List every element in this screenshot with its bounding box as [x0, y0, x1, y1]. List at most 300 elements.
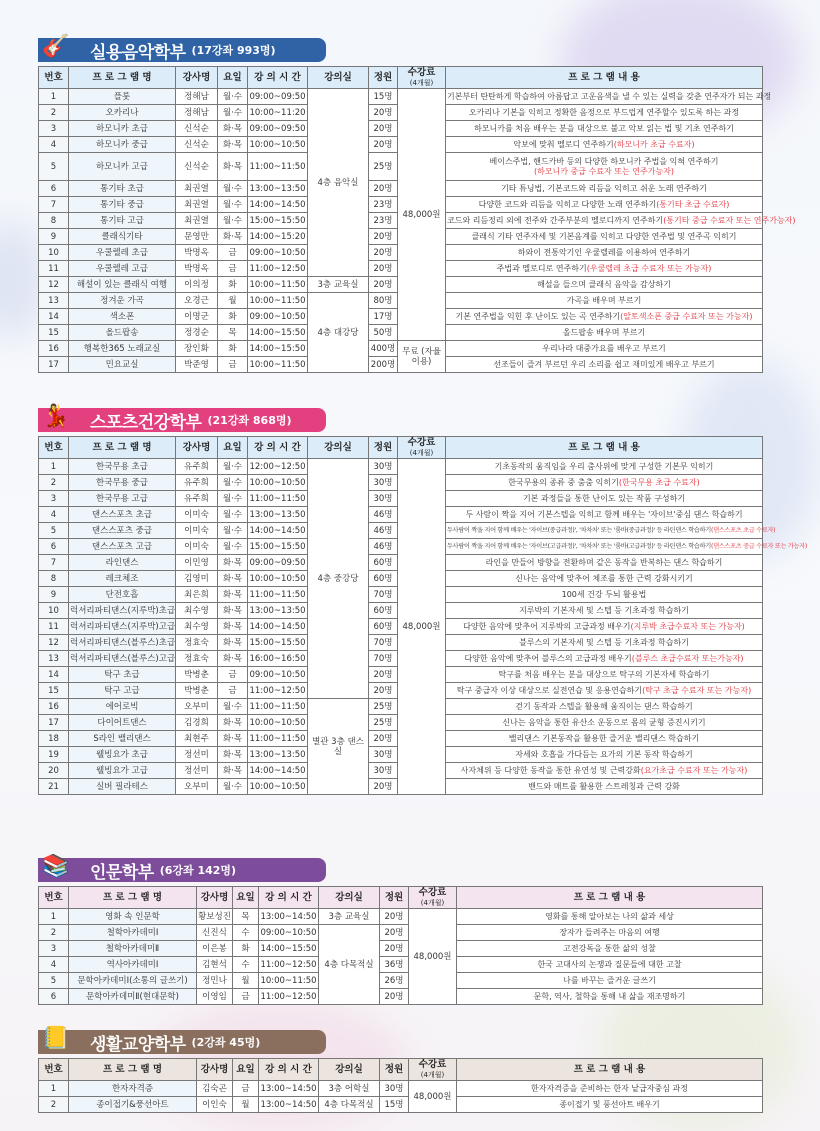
row-number: 14	[39, 309, 69, 325]
time: 13:00~13:50	[248, 747, 308, 763]
row-number: 6	[39, 989, 69, 1005]
table-row	[39, 989, 763, 1005]
column-header: 강의실	[319, 1059, 380, 1081]
column-header: 강의실	[319, 887, 380, 909]
column-header: 프 로 그 램 내 용	[446, 67, 763, 89]
row-number: 3	[39, 491, 69, 507]
column-header: 강사명	[176, 67, 218, 89]
table-header	[39, 437, 763, 459]
program-name: 댄스스포츠 초급	[69, 507, 176, 523]
program-description: 지루박의 기본자세 및 스텝 등 기초과정 학습하기	[446, 603, 763, 619]
program-description: 탁구를 처음 배우는 분을 대상으로 탁구의 기본자세 학습하기	[446, 667, 763, 683]
program-description: 기타 튜닝법, 기본코드와 리듬을 익히고 쉬운 노래 연주하기	[446, 181, 763, 197]
column-header: 프 로 그 램 명	[69, 67, 176, 89]
column-header: 정원	[380, 1059, 409, 1081]
teacher: 박병춘	[176, 667, 218, 683]
teacher: 유주희	[176, 475, 218, 491]
program-description: 다양한 음악에 맞추어 지루박의 고급과정 배우기(지루박 초급수료자 또는 가능자)	[446, 619, 763, 635]
capacity: 20명	[369, 105, 398, 121]
program-name: 철학아카데미Ⅱ	[69, 941, 197, 957]
teacher: 오부미	[176, 779, 218, 795]
program-description: 영화를 통해 알아보는 나의 삶과 세상	[457, 909, 763, 925]
table-row	[39, 1097, 763, 1113]
program-name: 댄스스포츠 고급	[69, 539, 176, 555]
day: 월·수	[218, 197, 248, 213]
capacity: 15명	[369, 89, 398, 105]
time: 13:00~14:50	[259, 1097, 319, 1113]
program-description: 기본 과정들을 통한 난이도 있는 작품 구성하기	[446, 491, 763, 507]
section-subtitle: (21강좌 868명)	[207, 414, 292, 427]
prerequisite-note: (탁구 초급 수료자 또는 가능자)	[642, 685, 752, 695]
program-name: 정겨운 가곡	[69, 293, 176, 309]
section-title: 인문학부	[90, 862, 154, 883]
column-header: 정원	[380, 887, 409, 909]
program-name: 문학아카데미Ⅰ(소통의 글쓰기)	[69, 973, 197, 989]
row-number: 6	[39, 181, 69, 197]
day: 화	[233, 941, 259, 957]
time: 12:00~12:50	[248, 459, 308, 475]
table-row	[39, 973, 763, 989]
capacity: 46명	[369, 539, 398, 555]
capacity: 30명	[369, 459, 398, 475]
time: 13:00~13:50	[248, 603, 308, 619]
column-header: 번호	[39, 67, 69, 89]
capacity: 20명	[369, 683, 398, 699]
teacher: 최권열	[176, 181, 218, 197]
program-name: 웰빙요가 고급	[69, 763, 176, 779]
column-header-fee: 수강료 (4개월)	[398, 67, 446, 89]
time: 10:00~10:50	[248, 715, 308, 731]
teacher: 박준영	[176, 357, 218, 373]
day: 월·수	[218, 539, 248, 555]
time: 09:00~10:50	[248, 245, 308, 261]
program-name: 다이어트댄스	[69, 715, 176, 731]
column-header: 번호	[39, 437, 69, 459]
time: 11:00~11:50	[248, 153, 308, 181]
time: 09:00~10:50	[259, 925, 319, 941]
program-description: 한국 고대사의 논쟁과 질문들에 대한 고찰	[457, 957, 763, 973]
program-description: 코드와 리듬정리 외에 전주와 간주부분의 멜로디까지 연주하기(통기타 중급 수료자 또는 연주가능자)	[446, 213, 763, 229]
program-name: 하모니카 초급	[69, 121, 176, 137]
day: 월·수	[218, 779, 248, 795]
course-table	[38, 1058, 763, 1113]
capacity: 23명	[369, 197, 398, 213]
time: 16:00~16:50	[248, 651, 308, 667]
section-subtitle: (2강좌 45명)	[191, 1036, 261, 1049]
teacher: 유주희	[176, 491, 218, 507]
teacher: 최수영	[176, 619, 218, 635]
time: 10:00~10:50	[248, 475, 308, 491]
row-number: 1	[39, 459, 69, 475]
row-number: 7	[39, 555, 69, 571]
program-name: 통기타 고급	[69, 213, 176, 229]
program-description: 주법과 멜로디로 연주하기(우쿨렐레 초급 수료자 또는 가능자)	[446, 261, 763, 277]
day: 월·수	[218, 105, 248, 121]
program-name: 한국무용 고급	[69, 491, 176, 507]
program-description: 종이접기 및 풍선아트 배우기	[457, 1097, 763, 1113]
prerequisite-note: (블루스 초급수료자 또는가능자)	[631, 653, 744, 663]
row-number: 2	[39, 1097, 69, 1113]
capacity: 46명	[369, 507, 398, 523]
time: 09:00~10:50	[248, 667, 308, 683]
day: 화·목	[218, 587, 248, 603]
prerequisite-note: (통기타 초급 수료자)	[656, 199, 730, 209]
row-number: 9	[39, 587, 69, 603]
capacity: 70명	[369, 651, 398, 667]
program-description: 올드팝송 배우며 부르기	[446, 325, 763, 341]
column-header: 프 로 그 램 명	[69, 437, 176, 459]
section-humanities	[38, 853, 762, 1005]
classroom: 4층 대강당	[308, 293, 369, 373]
row-number: 3	[39, 121, 69, 137]
capacity: 46명	[369, 523, 398, 539]
day: 화·목	[218, 137, 248, 153]
program-name: 역사아카데미Ⅰ	[69, 957, 197, 973]
day: 화	[218, 341, 248, 357]
day: 화·목	[218, 747, 248, 763]
program-name: 통기타 초급	[69, 181, 176, 197]
column-header: 프 로 그 램 내 용	[457, 887, 763, 909]
column-header: 요일	[233, 1059, 259, 1081]
column-header-fee: 수강료 (4개월)	[409, 1059, 457, 1081]
program-name: 단전호흡	[69, 587, 176, 603]
table-header	[39, 67, 763, 89]
row-number: 2	[39, 925, 69, 941]
program-description: 라인을 만들어 방향을 전환하며 같은 동작을 반복하는 댄스 학습하기	[446, 555, 763, 571]
capacity: 23명	[369, 213, 398, 229]
teacher: 최권열	[176, 197, 218, 213]
program-name: 통기타 중급	[69, 197, 176, 213]
program-description: 해설을 들으며 클래식 음악을 감상하기	[446, 277, 763, 293]
program-name: 레크체조	[69, 571, 176, 587]
day: 목	[218, 325, 248, 341]
program-description: 하모니카를 처음 배우는 분을 대상으로 불고 악보 읽는 법 및 기초 연주하기	[446, 121, 763, 137]
program-description: 다양한 코드와 리듬을 익히고 다양한 노래 연주하기(통기타 초급 수료자)	[446, 197, 763, 213]
prerequisite-note: (통기타 중급 수료자 또는 연주가능자)	[663, 215, 796, 225]
capacity: 30명	[369, 763, 398, 779]
classroom: 4층 다목적실	[319, 1097, 380, 1113]
capacity: 20명	[369, 245, 398, 261]
program-name: 에어로빅	[69, 699, 176, 715]
day: 금	[218, 357, 248, 373]
time: 14:00~15:50	[248, 325, 308, 341]
row-number: 10	[39, 245, 69, 261]
program-description: 가곡을 배우며 부르기	[446, 293, 763, 309]
classroom: 4층 중강당	[308, 459, 369, 699]
program-description: 100세 건강 두뇌 활용법	[446, 587, 763, 603]
program-name: 럭셔리파티댄스(지루박)고급	[69, 619, 176, 635]
teacher: 김현석	[197, 957, 233, 973]
row-number: 12	[39, 277, 69, 293]
program-name: 한국무용 중급	[69, 475, 176, 491]
capacity: 26명	[380, 973, 409, 989]
program-description: 걷기 동작과 스텝을 활용해 움직이는 댄스 학습하기	[446, 699, 763, 715]
fee: 48,000원	[398, 459, 446, 795]
teacher: 유주희	[176, 459, 218, 475]
time: 13:00~14:50	[259, 909, 319, 925]
day: 월·수	[218, 89, 248, 105]
column-header: 강사명	[197, 887, 233, 909]
day: 월·수	[218, 699, 248, 715]
day: 화·목	[218, 635, 248, 651]
fee: 48,000원	[409, 1081, 457, 1113]
day: 화	[218, 277, 248, 293]
column-header: 프 로 그 램 명	[69, 887, 197, 909]
program-name: 탁구 초급	[69, 667, 176, 683]
day: 화·목	[218, 651, 248, 667]
teacher: 신석순	[176, 121, 218, 137]
day: 금	[233, 1081, 259, 1097]
row-number: 9	[39, 229, 69, 245]
capacity: 60명	[369, 603, 398, 619]
capacity: 70명	[369, 587, 398, 603]
teacher: 이인숙	[197, 1097, 233, 1113]
row-number: 16	[39, 699, 69, 715]
prerequisite-note: (하모니카 중급 수료자 또는 연주가능자)	[533, 166, 675, 176]
table-header	[39, 887, 763, 909]
day: 화·목	[218, 571, 248, 587]
capacity: 60명	[369, 619, 398, 635]
table-row	[39, 941, 763, 957]
day: 수	[233, 957, 259, 973]
day: 월·수	[218, 475, 248, 491]
time: 11:00~12:50	[248, 683, 308, 699]
section-culture	[38, 1025, 762, 1113]
capacity: 70명	[369, 635, 398, 651]
day: 화·목	[218, 619, 248, 635]
section-title: 스포츠건강학부	[90, 412, 202, 433]
program-name: 색소폰	[69, 309, 176, 325]
section-sports	[38, 403, 808, 795]
capacity: 36명	[380, 957, 409, 973]
program-name: 하모니카 고급	[69, 153, 176, 181]
row-number: 19	[39, 747, 69, 763]
program-name: 우쿨렐레 고급	[69, 261, 176, 277]
capacity: 20명	[369, 277, 398, 293]
time: 09:00~10:50	[248, 309, 308, 325]
teacher: 이미숙	[176, 523, 218, 539]
classroom: 3층 교육실	[308, 277, 369, 293]
program-name: 민요교실	[69, 357, 176, 373]
capacity: 25명	[369, 153, 398, 181]
teacher: 이명군	[176, 309, 218, 325]
row-number: 7	[39, 197, 69, 213]
column-header: 번호	[39, 887, 69, 909]
row-number: 1	[39, 1081, 69, 1097]
teacher: 오부미	[176, 699, 218, 715]
day: 월	[233, 973, 259, 989]
column-header: 요일	[218, 67, 248, 89]
classroom: 3층 어학실	[319, 1081, 380, 1097]
teacher: 이민영	[176, 555, 218, 571]
day: 화	[218, 309, 248, 325]
row-number: 10	[39, 603, 69, 619]
capacity: 20명	[380, 941, 409, 957]
program-description: 한자자격증을 준비하는 한자 낱급자중심 과정	[457, 1081, 763, 1097]
row-number: 6	[39, 539, 69, 555]
table-row	[39, 957, 763, 973]
section-subtitle: (6강좌 142명)	[159, 864, 237, 877]
section-music	[38, 33, 796, 373]
teacher: 정해남	[176, 89, 218, 105]
program-name: 플룻	[69, 89, 176, 105]
time: 14:00~14:50	[248, 197, 308, 213]
time: 15:00~15:50	[248, 539, 308, 555]
row-number: 5	[39, 523, 69, 539]
program-name: S라인 밸리댄스	[69, 731, 176, 747]
dancer-icon: 💃	[42, 403, 70, 429]
time: 13:00~13:50	[248, 181, 308, 197]
column-header: 정원	[369, 67, 398, 89]
teacher: 최수영	[176, 603, 218, 619]
column-header: 강 의 시 간	[248, 437, 308, 459]
column-header: 요일	[233, 887, 259, 909]
capacity: 200명	[369, 357, 398, 373]
program-description: 우리나라 대중가요를 배우고 부르기	[446, 341, 763, 357]
teacher: 김영미	[176, 571, 218, 587]
time: 10:00~10:50	[248, 571, 308, 587]
section-banner	[38, 1025, 326, 1055]
column-header: 정원	[369, 437, 398, 459]
row-number: 12	[39, 635, 69, 651]
classroom: 4층 다목적실	[319, 925, 380, 1005]
prerequisite-note: (알토색소폰 중급 수료자 또는 가능자)	[620, 311, 753, 321]
program-description: 오카리나 기본을 익히고 정확한 음정으로 부드럽게 연주할수 있도록 하는 과정	[446, 105, 763, 121]
day: 월·수	[218, 213, 248, 229]
row-number: 2	[39, 475, 69, 491]
program-name: 탁구 고급	[69, 683, 176, 699]
teacher: 박명옥	[176, 261, 218, 277]
program-name: 한국무용 초급	[69, 459, 176, 475]
time: 13:00~14:50	[259, 1081, 319, 1097]
row-number: 20	[39, 763, 69, 779]
program-name: 웰빙요가 초급	[69, 747, 176, 763]
time: 14:00~14:50	[248, 763, 308, 779]
row-number: 8	[39, 571, 69, 587]
time: 09:00~09:50	[248, 121, 308, 137]
time: 11:00~12:50	[259, 989, 319, 1005]
table-row	[39, 89, 763, 105]
program-name: 행복한365 노래교실	[69, 341, 176, 357]
program-name: 한자자격증	[69, 1081, 197, 1097]
day: 월·수	[218, 491, 248, 507]
teacher: 정해남	[176, 105, 218, 121]
program-description: 베이스주법, 핸드카바 등의 다양한 하모니카 주법을 익혀 연주하기 (하모니카 중급 수료자 또는 연주가능자)	[446, 153, 763, 181]
row-number: 5	[39, 973, 69, 989]
program-name: 럭셔리파티댄스(지루박)초급	[69, 603, 176, 619]
time: 15:00~15:50	[248, 635, 308, 651]
capacity: 20명	[369, 181, 398, 197]
time: 11:00~12:50	[248, 261, 308, 277]
row-number: 3	[39, 941, 69, 957]
fee: 48,000원	[409, 909, 457, 1005]
capacity: 50명	[369, 325, 398, 341]
prerequisite-note: (댄스스포츠 초급 수료자)	[710, 526, 776, 534]
program-name: 럭셔리파티댄스(블루스)고급	[69, 651, 176, 667]
time: 11:00~11:50	[248, 699, 308, 715]
teacher: 정선미	[176, 763, 218, 779]
row-number: 11	[39, 261, 69, 277]
program-name: 럭셔리파티댄스(블루스)초급	[69, 635, 176, 651]
teacher: 최은희	[176, 587, 218, 603]
teacher: 신진식	[197, 925, 233, 941]
row-number: 5	[39, 153, 69, 181]
row-number: 14	[39, 667, 69, 683]
row-number: 21	[39, 779, 69, 795]
row-number: 16	[39, 341, 69, 357]
time: 09:00~09:50	[248, 89, 308, 105]
program-description: 하와이 전통악기인 우쿨렐레를 이용하여 연주하기	[446, 245, 763, 261]
time: 11:00~12:50	[259, 957, 319, 973]
column-header: 강의실	[308, 67, 369, 89]
table-row	[39, 909, 763, 925]
column-header: 프 로 그 램 명	[69, 1059, 197, 1081]
teacher: 오경근	[176, 293, 218, 309]
table-row	[39, 341, 763, 357]
program-description: 신나는 음악을 통한 유산소 운동으로 몸의 균형 증진시키기	[446, 715, 763, 731]
teacher: 황보성진	[197, 909, 233, 925]
program-name: 올드팝송	[69, 325, 176, 341]
program-name: 영화 속 인문학	[69, 909, 197, 925]
capacity: 20명	[369, 667, 398, 683]
capacity: 30명	[369, 491, 398, 507]
row-number: 17	[39, 715, 69, 731]
program-description: 두 사람이 짝을 지어 기본스텝을 익히고 함께 배우는 '자이브'중심 댄스 학습하기	[446, 507, 763, 523]
capacity: 17명	[369, 309, 398, 325]
day: 월	[218, 293, 248, 309]
capacity: 80명	[369, 293, 398, 309]
time: 14:00~14:50	[248, 523, 308, 539]
program-name: 클래식기타	[69, 229, 176, 245]
fee: 무료 (자율이용)	[398, 341, 446, 373]
time: 15:00~15:50	[248, 213, 308, 229]
row-number: 4	[39, 957, 69, 973]
program-description: 밴드와 매트를 활용한 스트레칭과 근력 강화	[446, 779, 763, 795]
teacher: 장인화	[176, 341, 218, 357]
row-number: 18	[39, 731, 69, 747]
teacher: 정선미	[176, 747, 218, 763]
program-description: 나를 바꾸는 즐거운 글쓰기	[457, 973, 763, 989]
time: 10:00~10:50	[248, 137, 308, 153]
program-name: 댄스스포츠 중급	[69, 523, 176, 539]
program-name: 라인댄스	[69, 555, 176, 571]
capacity: 20명	[369, 137, 398, 153]
program-name: 오카리나	[69, 105, 176, 121]
capacity: 20명	[369, 229, 398, 245]
program-name: 해설이 있는 클래식 여행	[69, 277, 176, 293]
program-name: 종이접기&풍선아트	[69, 1097, 197, 1113]
section-banner	[38, 853, 326, 883]
day: 화·목	[218, 603, 248, 619]
day: 월·수	[218, 523, 248, 539]
classroom: 4층 음악실	[308, 89, 369, 277]
teacher: 문영만	[176, 229, 218, 245]
day: 화·목	[218, 731, 248, 747]
column-header: 번호	[39, 1059, 69, 1081]
time: 14:00~14:50	[248, 619, 308, 635]
program-description: 악보에 맞춰 멜로디 연주하기(하모니카 초급 수료자)	[446, 137, 763, 153]
teacher: 정경순	[176, 325, 218, 341]
day: 목	[233, 909, 259, 925]
capacity: 15명	[380, 1097, 409, 1113]
program-description: 사자체위 등 다양한 동작을 통한 유연성 및 근력강화(요가초급 수료자 또는 가능자)	[446, 763, 763, 779]
classroom: 별관 3층 댄스실	[308, 699, 369, 795]
capacity: 60명	[369, 555, 398, 571]
course-table	[38, 436, 808, 795]
prerequisite-note: (댄스스포츠 중급 수료자 또는 가능자)	[710, 542, 808, 550]
program-description: 밸리댄스 기본동작을 활용한 즐거운 밸리댄스 학습하기	[446, 731, 763, 747]
program-description: 고전강독을 통한 삶의 성찰	[457, 941, 763, 957]
